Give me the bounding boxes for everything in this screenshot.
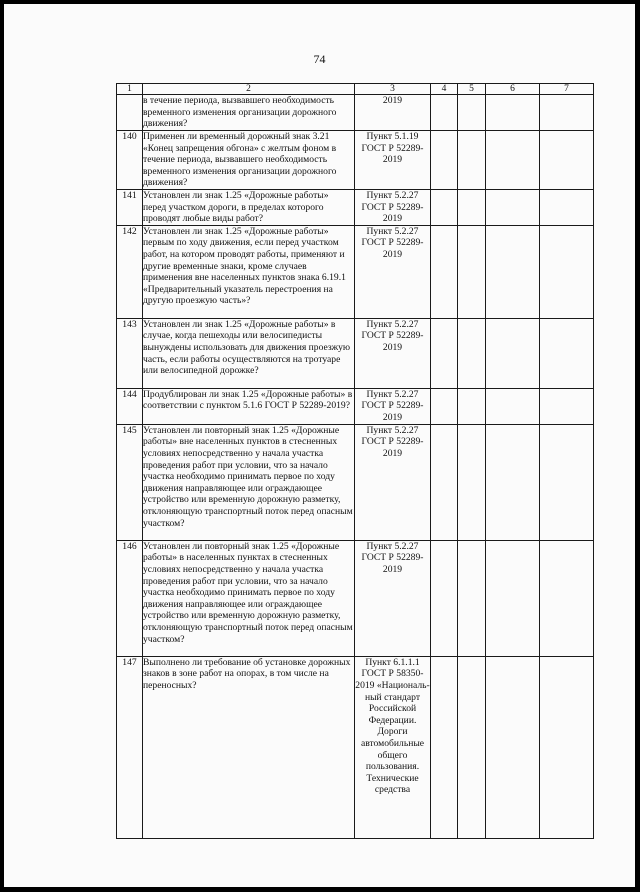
row-number: 141 (117, 189, 143, 225)
header-cell: 4 (431, 84, 458, 95)
row-number (117, 95, 143, 131)
empty-cell (540, 540, 594, 656)
row-number: 147 (117, 656, 143, 838)
row-number: 145 (117, 424, 143, 540)
empty-cell (486, 189, 540, 225)
row-question: Установлен ли знак 1.25 «Дорожные работы» первым по ходу движения, если перед участком работ, на котором проводят работы, применяют и другие временные знаки, кроме случаев применения вне населенных пунктов знака 6.19.1 «Предварительный указатель перестроения на другую проезжую часть»? (143, 225, 355, 318)
empty-cell (431, 318, 458, 388)
table-row (117, 656, 594, 838)
row-reference: Пункт 5.2.27 ГОСТ Р 52289-2019 (355, 225, 431, 318)
header-cell: 5 (458, 84, 486, 95)
empty-cell (486, 318, 540, 388)
empty-cell (458, 189, 486, 225)
empty-cell (458, 131, 486, 190)
row-question: Продублирован ли знак 1.25 «Дорожные работы» в соответствии с пунктом 5.1.6 ГОСТ Р 52289-2019? (143, 388, 355, 424)
row-reference: 2019 (355, 95, 431, 131)
row-reference: Пункт 5.2.27 ГОСТ Р 52289-2019 (355, 388, 431, 424)
row-reference: Пункт 5.2.27 ГОСТ Р 52289-2019 (355, 540, 431, 656)
row-question: Применен ли временный дорожный знак 3.21 «Конец запрещения обгона» с желтым фоном в течение периода, вызвавшего необходимость временного изменения организации дорожного движения? (143, 131, 355, 190)
row-number: 143 (117, 318, 143, 388)
empty-cell (431, 189, 458, 225)
empty-cell (540, 225, 594, 318)
table-header-row (117, 84, 594, 95)
empty-cell (458, 656, 486, 838)
empty-cell (486, 388, 540, 424)
empty-cell (540, 95, 594, 131)
empty-cell (486, 540, 540, 656)
row-question: Установлен ли повторный знак 1.25 «Дорожные работы» в населенных пунктах в стесненных условиях непосредственно у начала участка проведения работ при условии, что за начало участка необходимо принимать первое по ходу движения направляющее или ограждающее устройство или временную дорожную разметку, отклоняющую транспортный поток перед опасным участком? (143, 540, 355, 656)
empty-cell (431, 225, 458, 318)
empty-cell (458, 540, 486, 656)
empty-cell (458, 225, 486, 318)
header-cell: 2 (143, 84, 355, 95)
row-question: Установлен ли знак 1.25 «Дорожные работы» перед участком дороги, в пределах которого проводят любые виды работ? (143, 189, 355, 225)
empty-cell (486, 424, 540, 540)
row-reference: Пункт 5.2.27 ГОСТ Р 52289-2019 (355, 424, 431, 540)
empty-cell (431, 656, 458, 838)
empty-cell (431, 424, 458, 540)
row-question: Установлен ли знак 1.25 «Дорожные работы» в случае, когда пешеходы или велосипедисты вынуждены использовать для движения проезжую часть, если работы осуществляются на тротуаре или велосипедной дорожке? (143, 318, 355, 388)
row-reference: Пункт 5.2.27 ГОСТ Р 52289-2019 (355, 189, 431, 225)
empty-cell (431, 95, 458, 131)
row-question: в течение периода, вызвавшего необходимость временного изменения организации дорожного движения? (143, 95, 355, 131)
empty-cell (431, 388, 458, 424)
row-number: 142 (117, 225, 143, 318)
table-row (117, 189, 594, 225)
table-row (117, 318, 594, 388)
row-reference: Пункт 5.2.27 ГОСТ Р 52289-2019 (355, 318, 431, 388)
empty-cell (431, 540, 458, 656)
empty-cell (540, 318, 594, 388)
row-reference: Пункт 5.1.19 ГОСТ Р 52289-2019 (355, 131, 431, 190)
table-row (117, 424, 594, 540)
empty-cell (458, 95, 486, 131)
header-cell: 7 (540, 84, 594, 95)
empty-cell (458, 318, 486, 388)
empty-cell (540, 424, 594, 540)
empty-cell (540, 388, 594, 424)
document-page (4, 4, 635, 887)
table-row (117, 388, 594, 424)
table-row (117, 225, 594, 318)
row-question: Выполнено ли требование об установке дорожных знаков в зоне работ на опорах, в том числе на переносных? (143, 656, 355, 838)
empty-cell (540, 656, 594, 838)
row-number: 140 (117, 131, 143, 190)
page-number: 74 (313, 52, 326, 66)
header-cell: 3 (355, 84, 431, 95)
row-reference: Пункт 6.1.1.1 ГОСТ Р 58350-2019 «Националь-ный стандарт Российской Федерации. Дороги автомобильные общего пользования. Технические средства (355, 656, 431, 838)
empty-cell (486, 95, 540, 131)
table-row (117, 95, 594, 131)
empty-cell (486, 225, 540, 318)
empty-cell (486, 131, 540, 190)
row-question: Установлен ли повторный знак 1.25 «Дорожные работы» вне населенных пунктов в стесненных условиях непосредственно у начала участка проведения работ при условии, что за начало участка необходимо принимать первое по ходу движения направляющее или ограждающее устройство или временную дорожную разметку, отклоняющую транспортный поток перед опасным участком? (143, 424, 355, 540)
empty-cell (458, 424, 486, 540)
empty-cell (458, 388, 486, 424)
header-cell: 6 (486, 84, 540, 95)
header-cell: 1 (117, 84, 143, 95)
row-number: 144 (117, 388, 143, 424)
empty-cell (486, 656, 540, 838)
row-number: 146 (117, 540, 143, 656)
empty-cell (540, 131, 594, 190)
table-row (117, 540, 594, 656)
empty-cell (431, 131, 458, 190)
table-row (117, 131, 594, 190)
checklist-table (116, 83, 594, 839)
empty-cell (540, 189, 594, 225)
